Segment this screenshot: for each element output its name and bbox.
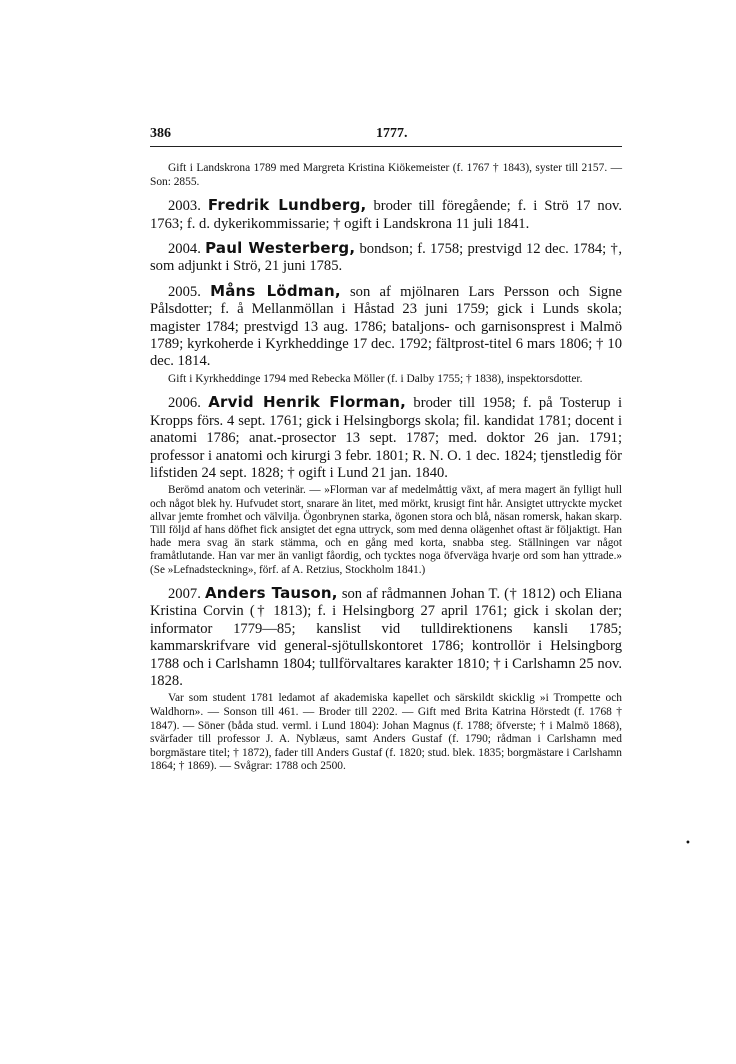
entry-2005 [150, 283, 622, 371]
entry-name: Fredrik Lundberg, [207, 196, 367, 215]
entry-text: son af mjölnaren Lars Persson och Signe Pålsdotter; f. å Mellanmöllan i Håstad 23 juni 1759; gick i Lunds skola; magister 1784; prestvigd 13 aug. 1786; bataljons- och garnisonsprest i Malmö 1789; kyrkoherde i Kyrkheddinge 17 dec. 1792; fältprost-titel 6 mars 1806; † 10 dec. 1814. [150, 283, 622, 370]
entry-number: 2003. [168, 198, 201, 215]
entry-number: 2007. [168, 585, 201, 602]
entry-2006 [150, 394, 622, 482]
entry-2003 [150, 197, 622, 233]
entry-text: bondson; f. 1758; prestvigd 12 dec. 1784; †, som adjunkt i Strö, 21 juni 1785. [150, 241, 622, 275]
page-header [150, 126, 622, 147]
entry-2005-note: Gift i Kyrkheddinge 1794 med Rebecka Möller (f. i Dalby 1755; † 1838), inspektorsdotter. [168, 372, 583, 385]
entry-number: 2006. [168, 395, 201, 412]
margin-dot: • [685, 838, 691, 849]
entry-name: Anders Tauson, [204, 583, 338, 602]
entry-number: 2004. [168, 241, 201, 257]
entry-2004 [150, 240, 622, 276]
entry-2007 [150, 585, 622, 690]
entry-text: broder till föregående; f. i Strö 17 nov. 1763; f. d. dykerikommissarie; † ogift i Landskrona 11 juli 1841. [150, 198, 622, 232]
entry-number: 2005. [168, 283, 201, 300]
page-content [150, 162, 622, 782]
entry-2006-note: Berömd anatom och veterinär. — »Florman var af medelmåttig växt, af mera magert än fylligt hull och något blek hy. Hufvudet stort, snarare än litet, med mörkt, krusigt fint hår. Ansigtet uttryckte mycket allvar jemte fromhet och välvilja. Ögonbrynen starka, ögonen stora och blå, näsan romersk, hakan skarp. Till följd af hans döfhet fick ansigtet det egna uttryck, som med denna olägenhet oftast är följaktigt. Han hade mera svag än stark stämma, och en gång med korta, snabba steg. Ställningen var något framåtlutande. Han var mer än vanligt fåordig, och tycktes noga öfverväga hvarje ord som han yttrade.» (Se »Lefnadsteckning», förf. af A. Retzius, Stockholm 1841.) [150, 484, 622, 576]
entry-text: son af rådmannen Johan T. († 1812) och Eliana Kristina Corvin († 1813); f. i Helsingborg 27 april 1761; gick i skolan der; informator 1779—85; kanslist vid tulldirektionens kansli 1785; kammarskrifvare vid general-sjötullskontoret 1786; kontrollör i Helsingborg 1788 och i Carlshamn 1804; tullförvaltares karakter 1810; † i Carlshamn 25 nov. 1828. [150, 585, 622, 689]
page-number: 386 [150, 126, 171, 141]
entry-name: Arvid Henrik Florman, [208, 393, 407, 412]
entry-text: broder till 1958; f. på Tosterup i Kropps förs. 4 sept. 1761; gick i Helsingborgs skola; fil. kandidat 1781; docent i anatomi 1786; anat.-prosector 13 sept. 1787; med. doktor 26 jan. 1791; professor i anatomi och kirurgi 3 febr. 1801; R. N. O. 1 dec. 1824; tjenstledig för lifstiden 24 sept. 1828; † ogift i Lund 21 jan. 1840. [150, 395, 623, 482]
intro-note: Gift i Landskrona 1789 med Margreta Kristina Kiökemeister (f. 1767 † 1843), syster till 2157. — Son: 2855. [150, 162, 622, 188]
entry-2007-note: Var som student 1781 ledamot af akademiska kapellet och särskildt skicklig »i Trompette och Waldhorn». — Sonson till 461. — Broder till 2202. — Gift med Brita Katrina Hörstedt (f. 1768 † 1847). — Söner (båda stud. verml. i Lund 1804): Johan Magnus (f. 1788; öfverste; † i Malmö 1868), svärfader till professor J. A. Nyblæus, samt Anders Gustaf (f. 1790; rådman i Carlshamn med borgmästare titel; † 1872), fader till Anders Gustaf (f. 1820; stud. blek. 1835; borgmästare i Carlshamn 1864; † 1869). — Svågrar: 1788 och 2500. [150, 692, 622, 773]
entry-name: Paul Westerberg, [205, 239, 356, 257]
entry-name: Måns Lödman, [210, 281, 341, 300]
running-year: 1777. [376, 126, 408, 141]
